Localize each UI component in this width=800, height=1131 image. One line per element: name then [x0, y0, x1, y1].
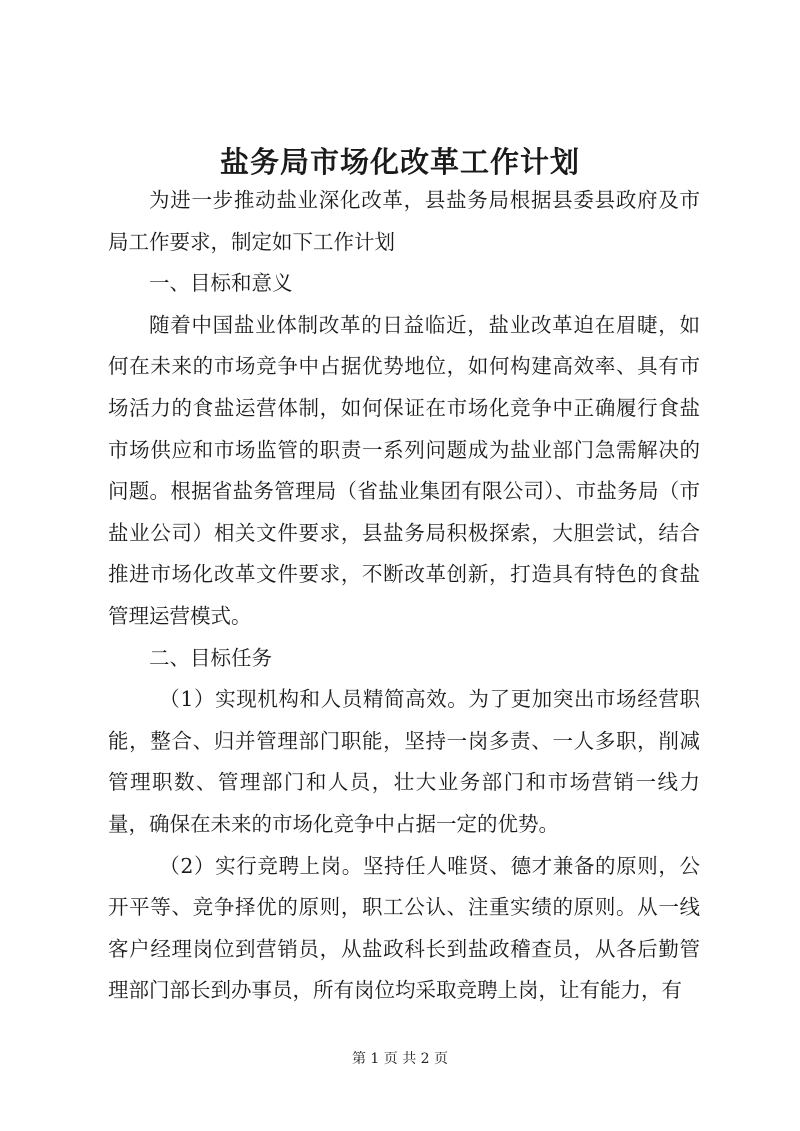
page-footer: 第 1 页 共 2 页	[351, 1051, 449, 1067]
document-body	[108, 180, 700, 1012]
section-heading-goals: 一、目标和意义	[149, 271, 293, 296]
document-title: 盐务局市场化改革工作计划	[219, 145, 580, 179]
task-item-1: （1）实现机构和人员精简高效。为了更加突出市场经营职能，整合、归并管理部门职能，坚持一岗多责、一人多职，削减管理职数、管理部门和人员，壮大业务部门和市场营销一线力量，确保在未来的市场化竞争中占据一定的优势。	[108, 687, 700, 836]
intro-paragraph: 为进一步推动盐业深化改革，县盐务局根据县委县政府及市局工作要求，制定如下工作计划	[108, 188, 700, 254]
task-item-2: （2）实行竞聘上岗。坚持任人唯贤、德才兼备的原则，公开平等、竞争择优的原则，职工公认、注重实绩的原则。从一线客户经理岗位到营销员，从盐政科长到盐政稽查员，从各后勤管理部门部长到办事员，所有岗位均采取竞聘上岗，让有能力，有	[108, 853, 700, 1003]
section-heading-tasks: 二、目标任务	[149, 645, 272, 670]
goals-paragraph: 随着中国盐业体制改革的日益临近，盐业改革迫在眉睫，如何在未来的市场竞争中占据优势地位，如何构建高效率、具有市场活力的食盐运营体制，如何保证在市场化竞争中正确履行食盐市场供应和市场监管的职责一系列问题成为盐业部门急需解决的问题。根据省盐务管理局（省盐业集团有限公司）、市盐务局（市盐业公司）相关文件要求，县盐务局积极探索，大胆尝试，结合推进市场化改革文件要求，不断改革创新，打造具有特色的食盐管理运营模式。	[108, 312, 700, 628]
